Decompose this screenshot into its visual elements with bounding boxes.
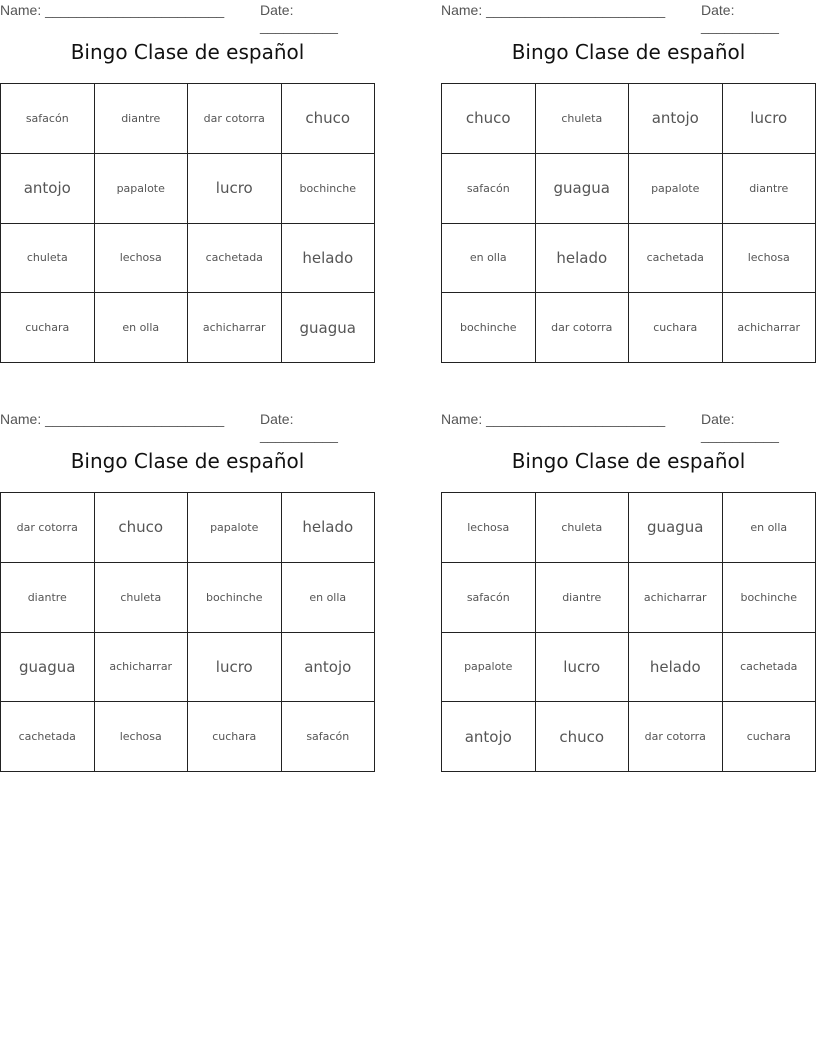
card-header [441, 0, 816, 34]
bingo-cell: guagua [1, 633, 95, 703]
bingo-cell: safacón [282, 702, 376, 772]
bingo-cell: chuco [442, 84, 536, 154]
card-title: Bingo Clase de español [511, 40, 746, 64]
bingo-cell: achicharrar [95, 633, 189, 703]
bingo-cell: lechosa [95, 224, 189, 294]
bingo-cell: dar cotorra [536, 293, 630, 363]
bingo-cell: bochinche [723, 563, 816, 633]
bingo-cell: safacón [1, 84, 95, 154]
bingo-grid [441, 492, 816, 772]
bingo-cell: lechosa [442, 493, 536, 563]
bingo-cell: bochinche [188, 563, 282, 633]
date-field-label: Date: __________ [701, 2, 779, 34]
bingo-cell: achicharrar [629, 563, 723, 633]
bingo-cell: helado [282, 224, 376, 294]
bingo-cell: cuchara [629, 293, 723, 363]
bingo-cell: safacón [442, 154, 536, 224]
bingo-cell: helado [629, 633, 723, 703]
bingo-cell: guagua [629, 493, 723, 563]
bingo-cell: chuleta [95, 563, 189, 633]
bingo-cell: cuchara [188, 702, 282, 772]
bingo-cell: chuco [95, 493, 189, 563]
bingo-cell: chuleta [536, 493, 630, 563]
bingo-cell: en olla [95, 293, 189, 363]
name-field-label: Name: _______________________ [0, 411, 225, 427]
name-field-label: Name: _______________________ [441, 2, 666, 18]
bingo-cell: safacón [442, 563, 536, 633]
card-header [0, 409, 375, 443]
bingo-cell: lucro [188, 633, 282, 703]
bingo-cell: antojo [1, 154, 95, 224]
bingo-cell: achicharrar [723, 293, 816, 363]
bingo-cell: chuco [536, 702, 630, 772]
bingo-cell: guagua [536, 154, 630, 224]
bingo-cell: papalote [95, 154, 189, 224]
bingo-cell: helado [536, 224, 630, 294]
card-title: Bingo Clase de español [511, 449, 746, 473]
bingo-grid [0, 492, 375, 772]
bingo-cell: papalote [442, 633, 536, 703]
bingo-cell: antojo [442, 702, 536, 772]
bingo-cell: cachetada [629, 224, 723, 294]
bingo-cell: bochinche [282, 154, 376, 224]
card-header [0, 0, 375, 34]
bingo-cell: papalote [629, 154, 723, 224]
bingo-cell: papalote [188, 493, 282, 563]
bingo-cell: bochinche [442, 293, 536, 363]
bingo-cell: diantre [723, 154, 816, 224]
card-header [441, 409, 816, 443]
bingo-cell: en olla [282, 563, 376, 633]
bingo-cell: chuco [282, 84, 376, 154]
bingo-cell: diantre [95, 84, 189, 154]
bingo-cell: chuleta [536, 84, 630, 154]
bingo-grid [0, 83, 375, 363]
bingo-cell: lucro [723, 84, 816, 154]
bingo-cell: en olla [723, 493, 816, 563]
bingo-cell: cuchara [723, 702, 816, 772]
bingo-cell: guagua [282, 293, 376, 363]
card-title: Bingo Clase de español [70, 449, 305, 473]
bingo-cell: achicharrar [188, 293, 282, 363]
name-field-label: Name: _______________________ [441, 411, 666, 427]
bingo-cell: chuleta [1, 224, 95, 294]
bingo-cell: dar cotorra [1, 493, 95, 563]
date-field-label: Date: __________ [260, 2, 338, 34]
bingo-cell: antojo [282, 633, 376, 703]
bingo-cell: cachetada [1, 702, 95, 772]
card-title: Bingo Clase de español [70, 40, 305, 64]
bingo-cell: dar cotorra [629, 702, 723, 772]
bingo-cell: cuchara [1, 293, 95, 363]
bingo-cell: lechosa [95, 702, 189, 772]
bingo-grid [441, 83, 816, 363]
name-field-label: Name: _______________________ [0, 2, 225, 18]
bingo-cell: lechosa [723, 224, 816, 294]
date-field-label: Date: __________ [260, 411, 338, 443]
bingo-cell: lucro [188, 154, 282, 224]
bingo-cell: helado [282, 493, 376, 563]
bingo-cell: cachetada [188, 224, 282, 294]
bingo-cell: diantre [1, 563, 95, 633]
bingo-cell: antojo [629, 84, 723, 154]
bingo-cell: lucro [536, 633, 630, 703]
bingo-cell: dar cotorra [188, 84, 282, 154]
bingo-cell: en olla [442, 224, 536, 294]
bingo-cell: cachetada [723, 633, 816, 703]
bingo-cell: diantre [536, 563, 630, 633]
date-field-label: Date: __________ [701, 411, 779, 443]
